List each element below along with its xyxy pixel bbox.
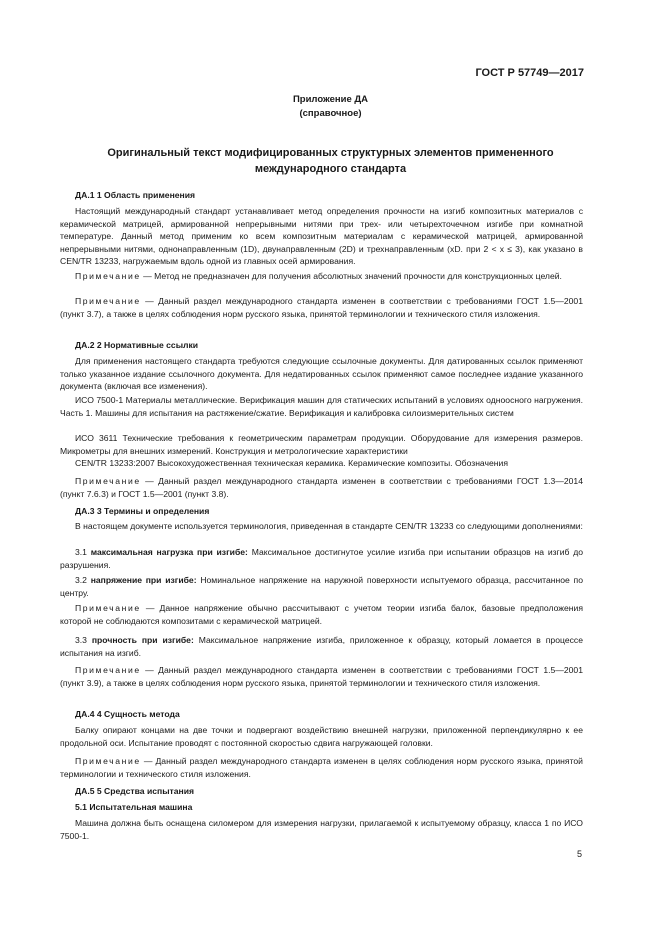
appendix-subtitle: (справочное) [299, 108, 362, 119]
section-5-1-heading: 5.1 Испытательная машина [75, 802, 193, 812]
section-1-note-2 [60, 295, 583, 320]
term-definition: Максимальное достигнутое усилие изгиба при испытании образцов на изгиб до разрушения. [60, 547, 583, 570]
note-text: — Данный раздел международного стандарта изменен в соответствии с требованиями ГОСТ 1.3—2014 (пункт 7.6.3) и ГОСТ 1.5—2001 (пункт 3.8). [60, 476, 583, 499]
section-3-note-1 [60, 602, 583, 627]
note-label: Примечание [75, 665, 141, 675]
section-4-paragraph: Балку опирают концами на две точки и подвергают воздействию внешней нагрузки, приложенной перпендикулярно к ее продольной оси. Испытание проводят с постоянной скоростью сдвига нагружающей головки. [60, 725, 583, 748]
note-text: — Данный раздел международного стандарта изменен в целях соблюдения норм русского языка, принятой терминологии и технического стиля изложения. [60, 756, 583, 779]
note-label: Примечание [75, 271, 141, 281]
note-label: Примечание [75, 603, 141, 613]
section-3-heading: ДА.3 3 Термины и определения [75, 506, 210, 516]
section-2-ref-iso-3611: ИСО 3611 Технические требования к геометрическим параметрам продукции. Оборудование для измерения размеров. Микрометры для внешних измерений. Конструкция и метрологические характеристики [60, 433, 583, 456]
term-number: 3.3 [75, 635, 92, 645]
term-name: напряжение при изгибе: [90, 575, 197, 585]
note-text: — Данное напряжение обычно рассчитывают с учетом теории изгиба балок, базовые предположения которой не соблюдаются композитами с керамической матрицей. [60, 603, 583, 626]
section-4-note [60, 755, 583, 780]
section-3-note-2 [60, 664, 583, 689]
term-name: прочность при изгибе: [91, 635, 194, 645]
section-2-note [60, 475, 583, 500]
appendix-title: Приложение ДА [292, 94, 369, 105]
main-title-line1: Оригинальный текст модифицированных структурных элементов примененного [107, 147, 554, 159]
section-2-paragraph: Для применения настоящего стандарта требуются следующие ссылочные документы. Для датированных ссылок применяют только указанное издание ссылочного документа. Для недатированных ссылок применяют самое последнее издание указанного документа (включая все изменения). [60, 356, 583, 392]
note-text: — Метод не предназначен для получения абсолютных значений прочности для конструкционных целей. [140, 271, 562, 281]
main-title-line2: международного стандарта [254, 163, 407, 175]
note-label: Примечание [75, 756, 141, 766]
document-id: ГОСТ Р 57749—2017 [475, 67, 584, 79]
term-3-2 [60, 574, 583, 599]
section-4-heading: ДА.4 4 Сущность метода [75, 709, 180, 719]
term-definition: Номинальное напряжение на наружной поверхности испытуемого образца, рассчитанное по центру. [60, 575, 583, 598]
main-title [60, 145, 601, 177]
term-3-3 [60, 634, 583, 659]
term-3-1 [60, 546, 583, 571]
term-number: 3.2 [75, 575, 91, 585]
note-text: — Данный раздел международного стандарта изменен в соответствии с требованиями ГОСТ 1.5—2001 (пункт 3.7), а также в целях соблюдения норм русского языка, принятой терминологии и технического стиля изложения. [60, 296, 583, 319]
section-1-heading: ДА.1 1 Область применения [75, 190, 196, 200]
term-definition: Максимальное напряжение изгиба, приложенное к образцу, который ломается в процессе испытания на изгиб. [60, 635, 583, 658]
section-1-paragraph: Настоящий международный стандарт устанавливает метод определения прочности на изгиб композитных материалов с керамической матрицей, армированной непрерывными нитями при трех- или четырехточечном изгибе при комнатной температуре. Данный метод применим ко всем композитным материалам с керамической матрицей, армированной непрерывными нитями, однонаправленным (1D), двунаправленным (2D) и трехнаправленным (xD. при 2 < x ≤ 3), как указано в CEN/TR 13233, нагружаемым вдоль одной из главных осей армирования. [60, 206, 583, 267]
page-number: 5 [576, 849, 582, 859]
section-2-heading: ДА.2 2 Нормативные ссылки [75, 340, 199, 350]
term-name: максимальная нагрузка при изгибе: [90, 547, 248, 557]
section-5-heading: ДА.5 5 Средства испытания [75, 786, 195, 796]
section-2-ref-cen-tr: CEN/TR 13233:2007 Высокохудожественная техническая керамика. Керамические композиты. Обозначения [75, 458, 508, 468]
note-label: Примечание [75, 296, 141, 306]
section-3-paragraph: В настоящем документе используется терминология, приведенная в стандарте CEN/TR 13233 со следующими дополнениями: [75, 521, 583, 531]
note-text: — Данный раздел международного стандарта изменен в соответствии с требованиями ГОСТ 1.5—2001 (пункт 3.9), а также в целях соблюдения норм русского языка, принятой терминологии и технического стиля изложения. [60, 665, 583, 688]
note-label: Примечание [75, 476, 141, 486]
section-5-paragraph: Машина должна быть оснащена силомером для измерения нагрузки, прилагаемой к испытуемому образцу, класса 1 по ИСО 7500-1. [60, 818, 583, 841]
section-2-ref-iso-7500: ИСО 7500-1 Материалы металлические. Верификация машин для статических испытаний в условиях одноосного нагружения. Часть 1. Машины для испытания на растяжение/сжатие. Верификация и калибровка силоизмерительных систем [60, 395, 583, 418]
term-number: 3.1 [75, 547, 91, 557]
section-1-note-1 [60, 270, 583, 283]
